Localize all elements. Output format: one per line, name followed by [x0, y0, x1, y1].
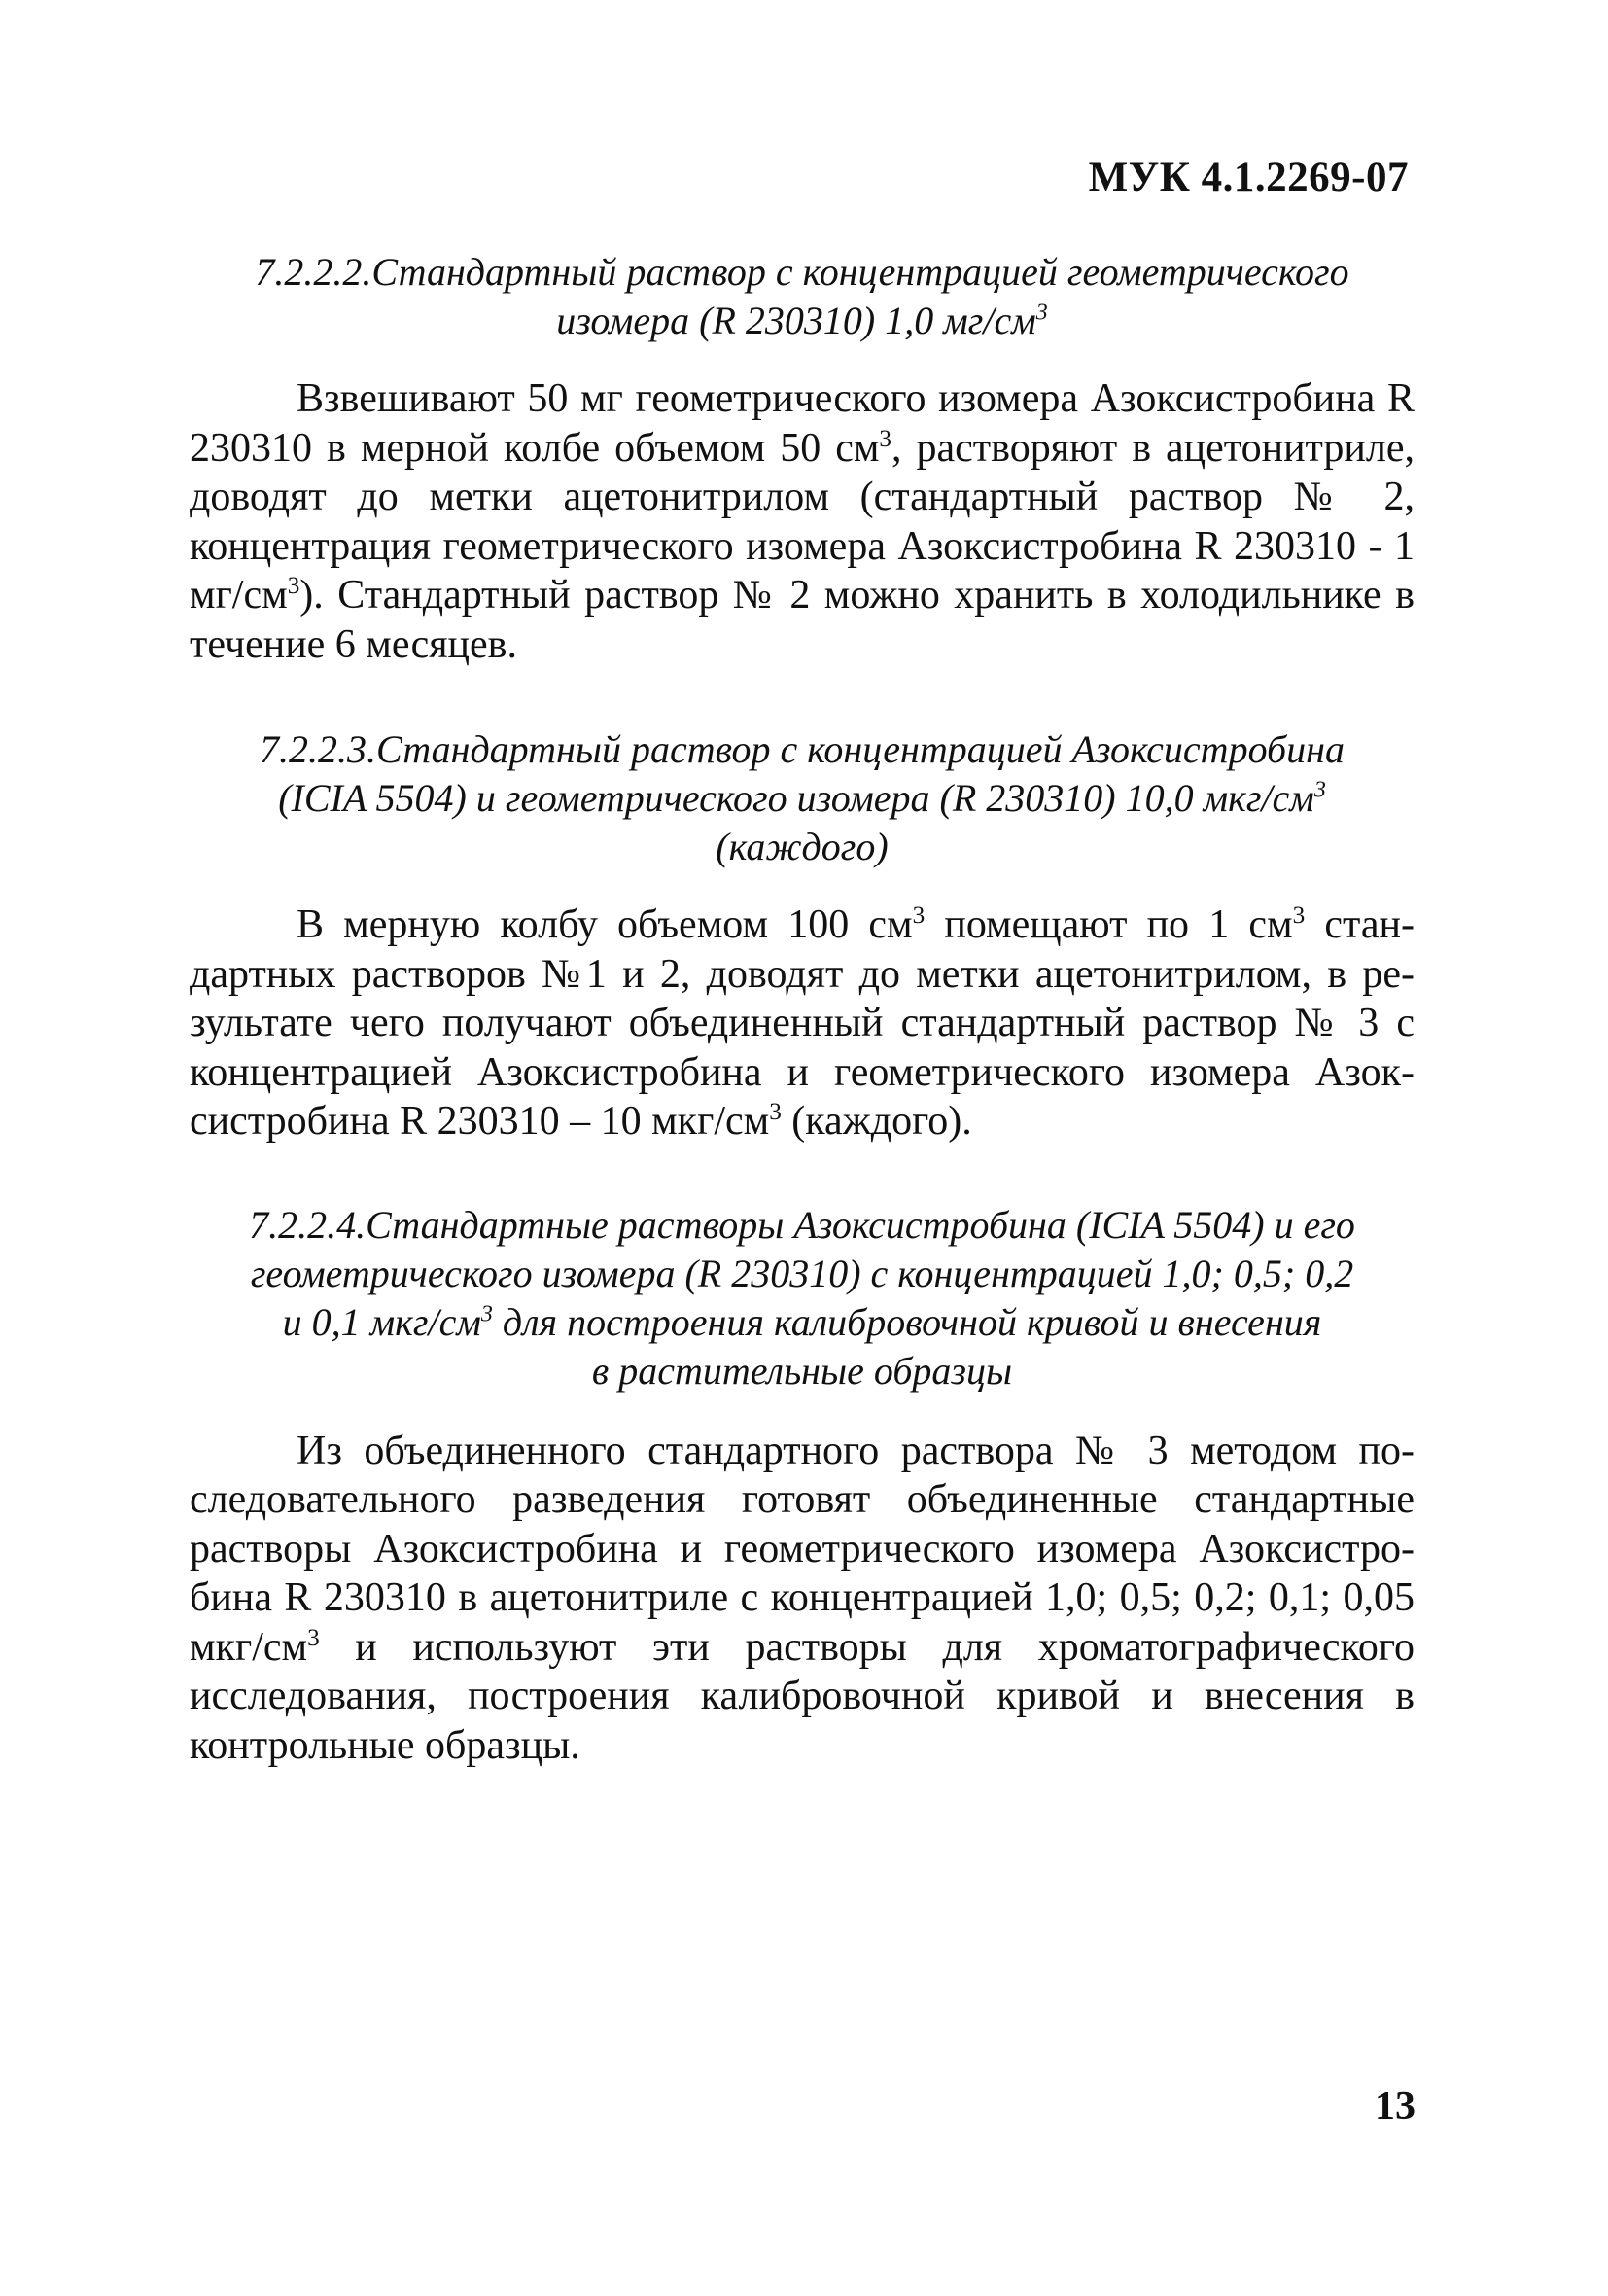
heading-line: (ICIA 5504) и геометрического изомера (R 230310) 10,0 мкг/см	[278, 776, 1314, 820]
heading-line: геометрического изомера (R 230310) с концентрацией 1,0; 0,5; 0,2	[250, 1251, 1354, 1295]
superscript: 3	[307, 1624, 320, 1651]
heading-line: для построения калибровочной кривой и внесения	[492, 1299, 1322, 1344]
superscript: 3	[912, 902, 926, 929]
heading-line: и 0,1 мкг/см	[282, 1299, 481, 1344]
document-code: МУК 4.1.2269-07	[1088, 155, 1409, 200]
paragraph-text: (каждого).	[781, 1099, 972, 1144]
superscript: 3	[879, 425, 892, 452]
section-paragraph-7-2-2-4	[190, 1427, 1415, 1771]
heading-line: изомера (R 230310) 1,0 мг/см	[556, 299, 1036, 342]
paragraph-text: , растворяют в ацетонитриле, доводят до метки ацетонитрилом (стандартный раствор № 2, концентрация геометрического изомера Азоксистробина R 230310 - 1 мг/см	[190, 425, 1415, 618]
paragraph-text: Взвешивают 50 мг геометрического изомера Азоксистробина R 230310 в мерной колбе объемом 50 см	[190, 376, 1415, 471]
superscript: 3	[480, 1301, 493, 1327]
section-heading-7-2-2-2	[190, 248, 1415, 345]
paragraph-text: В мерную колбу объемом 100 см	[297, 902, 913, 947]
section-heading-7-2-2-4	[190, 1201, 1415, 1395]
paragraph-text: помещают по 1 см	[925, 902, 1293, 947]
section-paragraph-7-2-2-3	[190, 901, 1415, 1147]
paragraph-text: Из объединенного стандартного раствора № 3 методом последовательного разведения готовят объединенные стандартные растворы Азоксистробина и геометрического изомера Азоксистробина R 230310 в ацетонитриле с концентрацией 1,0; 0,5; 0,2; 0,1; 0,05 мкг/см	[190, 1428, 1415, 1670]
document-body	[190, 248, 1415, 1770]
superscript: 3	[1035, 300, 1048, 326]
heading-line: 7.2.2.3.Стандартный раствор с концентрацией Азоксистробина	[259, 727, 1345, 771]
superscript: 3	[287, 573, 300, 599]
paragraph-text: стандартных растворов №1 и 2, доводят до метки ацетонитрилом, в результате чего получают объединенный стандартный раствор № 3 с концентрацией Азоксистробина и геометрического изомера Азоксистробина R 230310 – 10 мкг/см	[190, 902, 1415, 1144]
page-number: 13	[1375, 2084, 1416, 2129]
heading-line: 7.2.2.4.Стандартные растворы Азоксистробина (ICIA 5504) и его	[249, 1202, 1355, 1247]
superscript: 3	[1313, 777, 1326, 803]
heading-line: (каждого)	[716, 825, 889, 868]
superscript: 3	[1292, 902, 1306, 929]
heading-line: 7.2.2.2.Стандартный раствор с концентрацией геометрического	[255, 250, 1349, 294]
section-heading-7-2-2-3	[190, 725, 1415, 871]
section-paragraph-7-2-2-2	[190, 374, 1415, 669]
paragraph-text: ). Стандартный раствор № 2 можно хранить в холодильнике в течение 6 месяцев.	[190, 573, 1415, 667]
paragraph-text: и используют эти растворы для хроматографического исследования, построения калибровочной кривой и внесения в контрольные образцы.	[190, 1624, 1415, 1768]
superscript: 3	[769, 1099, 782, 1125]
heading-line: в растительные образцы	[591, 1348, 1013, 1393]
